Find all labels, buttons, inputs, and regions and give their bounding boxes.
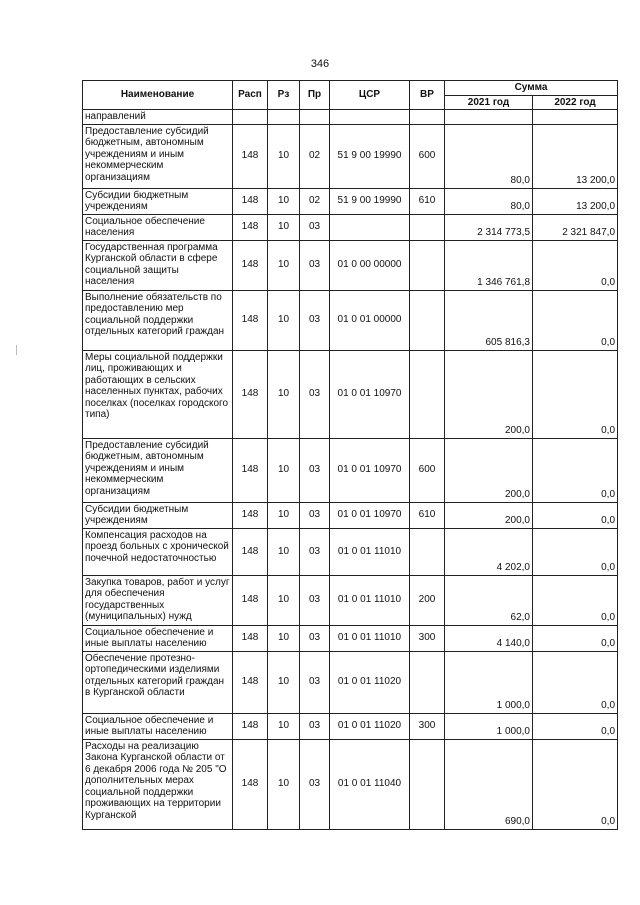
row-name: Социальное обеспечение населения	[83, 214, 233, 240]
row-name: Субсидии бюджетным учреждениям	[83, 188, 233, 214]
row-name: Предоставление субсидий бюджетным, автономным учреждениям и иным некоммерческим организациям	[83, 438, 233, 502]
row-pr: 03	[300, 214, 330, 240]
row-pr: 03	[300, 438, 330, 502]
page-number: 346	[310, 58, 330, 70]
table-row	[83, 651, 618, 713]
table-row	[83, 713, 618, 739]
row-csr: 01 0 01 11020	[330, 651, 410, 713]
header-2021: 2021 год	[445, 95, 533, 110]
row-vr	[410, 739, 445, 829]
row-pr: 03	[300, 575, 330, 625]
row-rasp: 148	[233, 713, 268, 739]
row-amount-2021: 4 202,0	[445, 528, 533, 575]
table-row	[83, 575, 618, 625]
row-name: направлений	[83, 110, 233, 125]
row-name: Социальное обеспечение и иные выплаты населению	[83, 713, 233, 739]
row-pr: 03	[300, 290, 330, 350]
header-vr: ВР	[410, 81, 445, 110]
header-rasp: Расп	[233, 81, 268, 110]
table-row	[83, 110, 618, 125]
row-vr	[410, 214, 445, 240]
row-amount-2021: 2 314 773,5	[445, 214, 533, 240]
row-amount-2021: 1 000,0	[445, 713, 533, 739]
row-rasp: 148	[233, 651, 268, 713]
row-pr: 03	[300, 240, 330, 290]
header-row-1	[83, 81, 618, 96]
row-amount-2022: 13 200,0	[533, 124, 618, 188]
row-rz: 10	[268, 350, 300, 438]
row-vr	[410, 528, 445, 575]
row-name: Меры социальной поддержки лиц, проживающих и работающих в сельских населенных пунктах, рабочих поселках (поселках городского типа)	[83, 350, 233, 438]
row-rasp: 148	[233, 290, 268, 350]
row-amount-2021	[445, 110, 533, 125]
row-pr	[300, 110, 330, 125]
row-amount-2021: 80,0	[445, 188, 533, 214]
row-amount-2021: 80,0	[445, 124, 533, 188]
row-rz: 10	[268, 188, 300, 214]
row-amount-2022: 0,0	[533, 502, 618, 528]
row-csr: 01 0 01 00000	[330, 290, 410, 350]
row-amount-2022: 2 321 847,0	[533, 214, 618, 240]
row-csr: 01 0 01 11020	[330, 713, 410, 739]
row-vr: 300	[410, 625, 445, 651]
row-amount-2021: 1 000,0	[445, 651, 533, 713]
row-rz: 10	[268, 575, 300, 625]
header-pr: Пр	[300, 81, 330, 110]
row-amount-2021: 200,0	[445, 502, 533, 528]
scan-mark	[16, 345, 17, 355]
row-amount-2021: 690,0	[445, 739, 533, 829]
row-csr: 01 0 01 10970	[330, 350, 410, 438]
table-row	[83, 739, 618, 829]
row-pr: 03	[300, 651, 330, 713]
row-pr: 03	[300, 502, 330, 528]
row-pr: 02	[300, 188, 330, 214]
row-pr: 03	[300, 739, 330, 829]
row-pr: 03	[300, 350, 330, 438]
row-rz: 10	[268, 214, 300, 240]
row-amount-2022: 0,0	[533, 651, 618, 713]
row-amount-2022: 0,0	[533, 739, 618, 829]
row-amount-2021: 605 816,3	[445, 290, 533, 350]
row-rasp: 148	[233, 502, 268, 528]
row-rasp: 148	[233, 528, 268, 575]
row-csr: 01 0 01 11010	[330, 575, 410, 625]
table-row	[83, 124, 618, 188]
row-vr: 600	[410, 438, 445, 502]
row-amount-2021: 1 346 761,8	[445, 240, 533, 290]
row-name: Предоставление субсидий бюджетным, автономным учреждениям и иным некоммерческим организациям	[83, 124, 233, 188]
row-amount-2021: 200,0	[445, 350, 533, 438]
row-rasp: 148	[233, 438, 268, 502]
row-name: Компенсация расходов на проезд больных с хронической почечной недостаточностью	[83, 528, 233, 575]
row-rz: 10	[268, 713, 300, 739]
row-rasp: 148	[233, 240, 268, 290]
row-vr: 300	[410, 713, 445, 739]
row-rasp: 148	[233, 625, 268, 651]
row-csr	[330, 110, 410, 125]
row-rz: 10	[268, 528, 300, 575]
row-vr	[410, 651, 445, 713]
row-name: Выполнение обязательств по предоставлению мер социальной поддержки отдельных категорий граждан	[83, 290, 233, 350]
budget-table	[82, 80, 618, 830]
row-pr: 03	[300, 528, 330, 575]
row-csr: 51 9 00 19990	[330, 124, 410, 188]
row-csr: 01 0 00 00000	[330, 240, 410, 290]
row-amount-2021: 200,0	[445, 438, 533, 502]
row-vr: 200	[410, 575, 445, 625]
table-row	[83, 438, 618, 502]
row-csr: 01 0 01 11010	[330, 528, 410, 575]
row-csr: 01 0 01 11040	[330, 739, 410, 829]
row-name: Социальное обеспечение и иные выплаты населению	[83, 625, 233, 651]
header-name: Наименование	[83, 81, 233, 110]
row-rz: 10	[268, 124, 300, 188]
row-rasp: 148	[233, 575, 268, 625]
row-amount-2022: 0,0	[533, 575, 618, 625]
row-csr	[330, 214, 410, 240]
row-rz: 10	[268, 290, 300, 350]
row-csr: 51 9 00 19990	[330, 188, 410, 214]
table-row	[83, 350, 618, 438]
row-vr: 610	[410, 188, 445, 214]
row-csr: 01 0 01 10970	[330, 502, 410, 528]
header-sum: Сумма	[445, 81, 618, 96]
budget-table-container	[82, 80, 617, 830]
row-name: Обеспечение протезно-ортопедическими изделиями отдельных категорий граждан в Курганской области	[83, 651, 233, 713]
row-rz: 10	[268, 651, 300, 713]
row-rz: 10	[268, 625, 300, 651]
row-rz	[268, 110, 300, 125]
row-vr	[410, 350, 445, 438]
row-rz: 10	[268, 438, 300, 502]
row-amount-2022	[533, 110, 618, 125]
row-name: Расходы на реализацию Закона Курганской области от 6 декабря 2006 года № 205 "О дополнительных мерах социальной поддержки проживающих на территории Курганской	[83, 739, 233, 829]
row-rz: 10	[268, 502, 300, 528]
table-row	[83, 290, 618, 350]
row-amount-2022: 0,0	[533, 713, 618, 739]
row-amount-2022: 0,0	[533, 625, 618, 651]
table-body	[83, 110, 618, 830]
row-vr	[410, 110, 445, 125]
row-rasp: 148	[233, 124, 268, 188]
row-name: Субсидии бюджетным учреждениям	[83, 502, 233, 528]
row-rasp: 148	[233, 214, 268, 240]
table-row	[83, 214, 618, 240]
row-amount-2022: 0,0	[533, 350, 618, 438]
row-csr: 01 0 01 10970	[330, 438, 410, 502]
header-2022: 2022 год	[533, 95, 618, 110]
row-amount-2022: 0,0	[533, 290, 618, 350]
header-csr: ЦСР	[330, 81, 410, 110]
row-amount-2022: 0,0	[533, 528, 618, 575]
row-amount-2021: 62,0	[445, 575, 533, 625]
row-rasp	[233, 110, 268, 125]
row-name: Государственная программа Курганской области в сфере социальной защиты населения	[83, 240, 233, 290]
row-amount-2022: 0,0	[533, 240, 618, 290]
table-row	[83, 188, 618, 214]
header-rz: Рз	[268, 81, 300, 110]
row-rasp: 148	[233, 350, 268, 438]
row-vr	[410, 290, 445, 350]
row-rz: 10	[268, 739, 300, 829]
row-vr	[410, 240, 445, 290]
table-row	[83, 240, 618, 290]
row-rasp: 148	[233, 739, 268, 829]
table-row	[83, 528, 618, 575]
table-row	[83, 502, 618, 528]
row-name: Закупка товаров, работ и услуг для обеспечения государственных (муниципальных) нужд	[83, 575, 233, 625]
row-rasp: 148	[233, 188, 268, 214]
row-amount-2022: 0,0	[533, 438, 618, 502]
row-rz: 10	[268, 240, 300, 290]
row-pr: 03	[300, 713, 330, 739]
row-amount-2021: 4 140,0	[445, 625, 533, 651]
row-vr: 610	[410, 502, 445, 528]
row-pr: 03	[300, 625, 330, 651]
row-vr: 600	[410, 124, 445, 188]
row-csr: 01 0 01 11010	[330, 625, 410, 651]
row-amount-2022: 13 200,0	[533, 188, 618, 214]
table-row	[83, 625, 618, 651]
row-pr: 02	[300, 124, 330, 188]
